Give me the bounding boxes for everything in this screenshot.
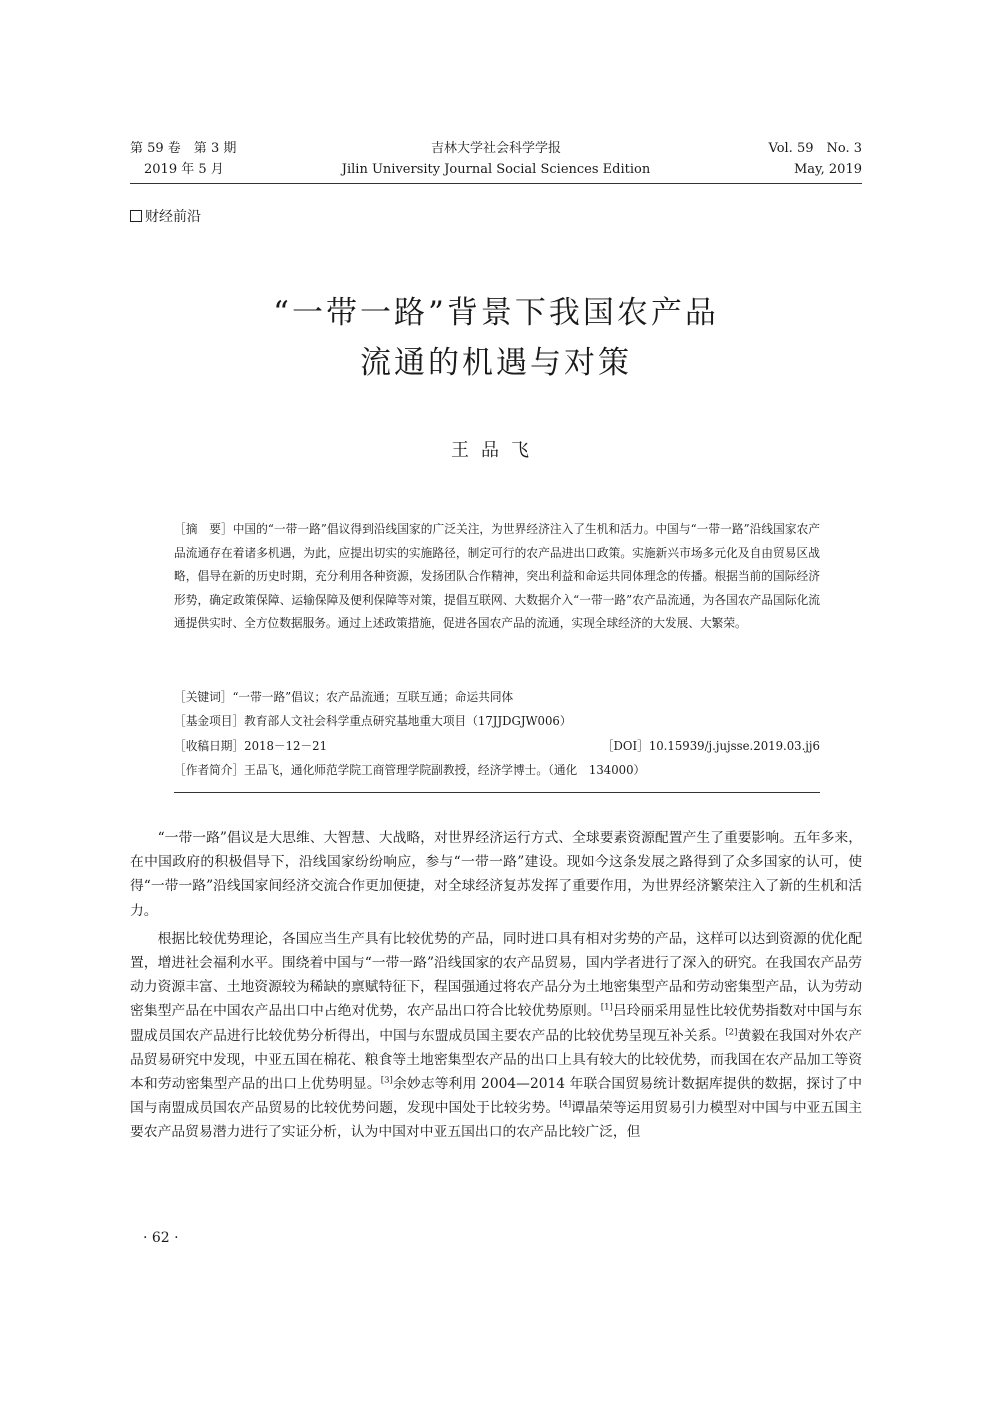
publication-date: 2019 年 5 月 [144,162,224,177]
abstract-rule [174,792,820,793]
doi-text: 10.15939/j.jujsse.2019.03.jj6 [648,739,820,753]
article-title [0,288,992,388]
body-text [130,826,862,1149]
column-label [130,206,862,226]
keywords-text: “一带一路”倡议；农产品流通；互联互通；命运共同体 [232,690,514,704]
body-text-run: 余妙志等利用 2004—2014 年联合国贸易统计数据库提供的数据，探讨了中国与南盟成员国农产品贸易的比较优势问题，发现中国处于比较劣势。 [130,1076,863,1117]
header-rule [130,183,862,184]
body-text-run: 黄毅在我国对外农产品贸易研究中发现，中亚五国在棉花、粮食等土地密集型农产品的出口上具有较大的比较优势，而我国在农产品加工等资本和劳动密集型产品的出口上优势明显。 [130,1027,862,1093]
author-bio [174,759,820,782]
body-paragraph [130,927,862,1145]
doi [602,735,820,758]
title-line-1: “一带一路”背景下我国农产品 [273,295,719,331]
body-text-run: 根据比较优势理论，各国应当生产具有比较优势的产品，同时进口具有相对劣势的产品，这样可以达到资源的优化配置，增进社会福利水平。围绕着中国与“一带一路”沿线国家的农产品贸易，国内学者进行了深入的研究。在我国农产品劳动力资源丰富、土地资源较为稀缺的禀赋特征下，程国强通过将农产品分为土地密集型产品和劳动密集型产品，认为劳动密集型产品在中国农产品出口中占绝对优势，农产品出口符合比较优势原则。 [130,930,862,1020]
citation-ref: [3] [380,1075,393,1086]
received-date [174,735,820,758]
page-number: · 62 · [143,1230,179,1246]
doi-label: ［DOI］ [601,739,649,753]
publication-date-en: May, 2019 [793,162,862,177]
keywords-label: ［关键词］ [174,690,233,704]
body-paragraph: “一带一路”倡议是大思维、大智慧、大战略，对世界经济运行方式、全球要素资源配置产生了重要影响。五年多来，在中国政府的积极倡导下，沿线国家纷纷响应，参与“一带一路”建设。现如今这条发展之路得到了众多国家的认可，使得“一带一路”沿线国家间经济交流合作更加便捷，对全球经济复苏发挥了重要作用，为世界经济繁荣注入了新的生机和活力。 [130,830,862,919]
abstract-label: ［摘 要］ [174,522,233,536]
journal-name-cn: 吉林大学社会科学学报 [430,141,561,156]
received-label: ［收稿日期］ [174,739,245,753]
body-text-run: 谭晶荣等运用贸易引力模型对中国与中亚五国主要农产品贸易潜力进行了实证分析，认为中国对中亚五国出口的农产品比较广泛，但 [130,1100,862,1141]
citation-ref: [2] [725,1027,738,1038]
received-text: 2018－12－21 [244,739,328,753]
journal-name-en: Jilin University Journal Social Sciences Edition [341,162,651,177]
volume-issue: 第 59 卷 第 3 期 [130,141,237,156]
abstract [174,518,820,636]
title-line-2: 流通的机遇与对策 [360,345,632,381]
fund-text: 教育部人文社会科学重点研究基地重大项目（17JJDGJW006） [244,714,572,728]
fund-info [174,710,820,733]
keywords [174,686,820,709]
volume-issue-en: Vol. 59 No. 3 [768,141,862,156]
author-bio-label: ［作者简介］ [174,763,245,777]
author-name: 王品飞 [451,440,541,461]
column-label-text: 财经前沿 [130,209,201,225]
citation-ref: [4] [559,1099,572,1110]
header-right [769,138,863,180]
author-bio-text: 王品飞，通化师范学院工商管理学院副教授，经济学博士。（通化 134000） [244,763,646,777]
abstract-text: 中国的“一带一路”倡议得到沿线国家的广泛关注，为世界经济注入了生机和活力。中国与“一带一路”沿线国家农产品流通存在着诸多机遇，为此，应提出切实的实施路径，制定可行的农产品进出口政策。实施新兴市场多元化及自由贸易区战略，倡导在新的历史时期，充分利用各种资源，发扬团队合作精神，突出利益和命运共同体理念的传播。根据当前的国际经济形势，确定政策保障、运输保障及便利保障等对策，提倡互联网、大数据介入“一带一路”农产品流通，为各国农产品国际化流通提供实时、全方位数据服务。通过上述政策措施，促进各国农产品的流通，实现全球经济的大发展、大繁荣。 [174,522,820,631]
citation-ref: [1] [600,1002,613,1013]
body-text-run: 吕玲丽采用显性比较优势指数对中国与东盟成员国农产品进行比较优势分析得出，中国与东盟成员国主要农产品的比较优势呈现互补关系。 [130,1003,863,1044]
fund-label: ［基金项目］ [174,714,245,728]
